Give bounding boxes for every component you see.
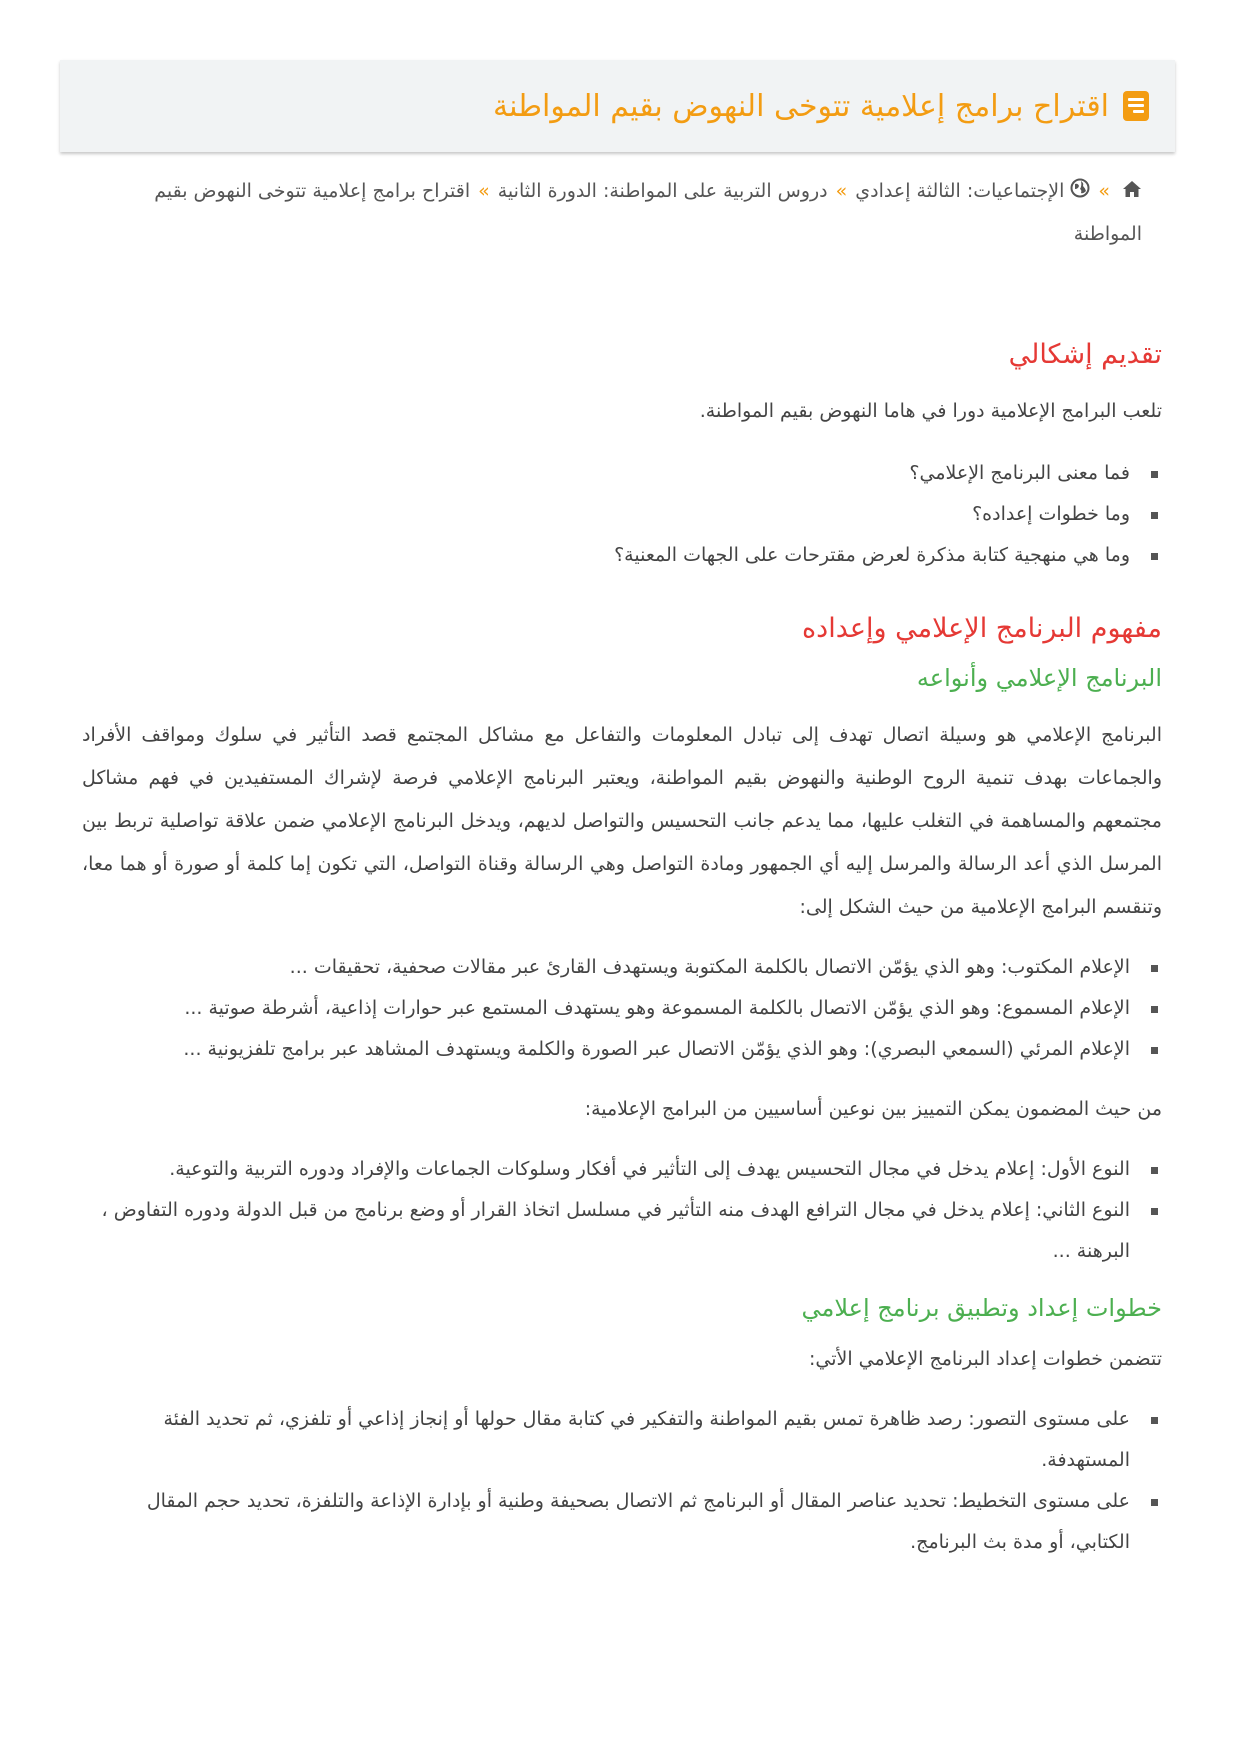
- intro-heading: تقديم إشكالي: [1008, 339, 1162, 370]
- list-item: الإعلام المسموع: وهو الذي يؤمّن الاتصال بالكلمة المسموعة وهو يستهدف المستمع عبر حوارات إذاعية، أشرطة صوتية ...: [82, 988, 1130, 1029]
- home-icon[interactable]: [1122, 171, 1142, 213]
- concept-heading: مفهوم البرنامج الإعلامي وإعداده: [802, 613, 1162, 644]
- steps-list: [82, 1399, 1162, 1563]
- list-item: وما خطوات إعداده؟: [82, 494, 1130, 535]
- breadcrumb-separator: »: [1098, 180, 1110, 202]
- list-item: النوع الثاني: إعلام يدخل في مجال الترافع الهدف منه التأثير في مسلسل اتخاذ القرار أو وضع برنامج من قبل الدولة ودوره التفاوض ، البرهنة ...: [82, 1190, 1130, 1272]
- concept-subheading: البرنامج الإعلامي وأنواعه: [916, 664, 1162, 692]
- content-intro-paragraph: من حيث المضمون يمكن التمييز بين نوعين أساسيين من البرامج الإعلامية:: [584, 1098, 1162, 1120]
- list-item: وما هي منهجية كتابة مذكرة لعرض مقترحات على الجهات المعنية؟: [82, 535, 1130, 576]
- steps-subheading: خطوات إعداد وتطبيق برنامج إعلامي: [801, 1294, 1162, 1322]
- breadcrumb-item-subject[interactable]: الإجتماعيات: الثالثة إعدادي: [855, 180, 1065, 202]
- steps-paragraph: تتضمن خطوات إعداد البرنامج الإعلامي الأتي:: [808, 1348, 1162, 1370]
- list-item: فما معنى البرنامج الإعلامي؟: [82, 453, 1130, 494]
- breadcrumb-item-unit[interactable]: دروس التربية على المواطنة: الدورة الثانية: [497, 180, 828, 202]
- list-item: الإعلام المكتوب: وهو الذي يؤمّن الاتصال بالكلمة المكتوبة ويستهدف القارئ عبر مقالات صحفية، تحقيقات ...: [82, 947, 1130, 988]
- form-types-list: [82, 947, 1162, 1070]
- list-item: على مستوى التخطيط: تحديد عناصر المقال أو البرنامج ثم الاتصال بصحيفة وطنية أو بإدارة الإذاعة والتلفزة، تحديد حجم المقال الكتابي، أو مدة بث البرنامج.: [82, 1481, 1130, 1563]
- breadcrumb-item-current: اقتراح برامج إعلامية تتوخى النهوض بقيم المواطنة: [154, 180, 1142, 245]
- page-title: اقتراح برامج إعلامية تتوخى النهوض بقيم المواطنة: [493, 88, 1109, 124]
- globe-icon: [1070, 171, 1090, 213]
- document-icon: [1123, 91, 1149, 121]
- article-content: [82, 332, 1162, 1563]
- list-item: الإعلام المرئي (السمعي البصري): وهو الذي يؤمّن الاتصال عبر الصورة والكلمة ويستهدف المشاهد عبر برامج تلفزيونية ...: [82, 1029, 1130, 1070]
- breadcrumb-separator: »: [835, 180, 848, 202]
- intro-paragraph: تلعب البرامج الإعلامية دورا في هاما النهوض بقيم المواطنة.: [699, 400, 1162, 422]
- concept-paragraph: البرنامج الإعلامي هو وسيلة اتصال تهدف إلى تبادل المعلومات والتفاعل مع مشاكل المجتمع قصد التأثير في سلوك ومواقف الأفراد والجماعات بهدف تنمية الروح الوطنية والنهوض بقيم المواطنة، ويعتبر البرنامج الإعلامي فرصة لإشراك المستفيدين في فهم مشاكل مجتمعهم والمساهمة في التغلب عليها، مما يدعم جانب التحسيس والتواصل لديهم، ويدخل البرنامج الإعلامي ضمن علاقة تواصلية تربط بين المرسل الذي أعد الرسالة والمرسل إليه أي الجمهور ومادة التواصل وهي الرسالة وقناة التواصل، التي تكون إما كلمة أو صورة أو هما معا، وتنقسم البرامج الإعلامية من حيث الشكل إلى:: [82, 724, 1162, 918]
- list-item: على مستوى التصور: رصد ظاهرة تمس بقيم المواطنة والتفكير في كتابة مقال حولها أو إنجاز إذاعي أو تلفزي، ثم تحديد الفئة المستهدفة.: [82, 1399, 1130, 1481]
- intro-questions-list: [82, 453, 1162, 576]
- title-bar: [60, 60, 1175, 152]
- list-item: النوع الأول: إعلام يدخل في مجال التحسيس يهدف إلى التأثير في أفكار وسلوكات الجماعات والإفراد ودوره التربية والتوعية.: [82, 1149, 1130, 1190]
- breadcrumb-separator: »: [478, 180, 490, 202]
- breadcrumb: [142, 170, 1142, 255]
- content-types-list: [82, 1149, 1162, 1272]
